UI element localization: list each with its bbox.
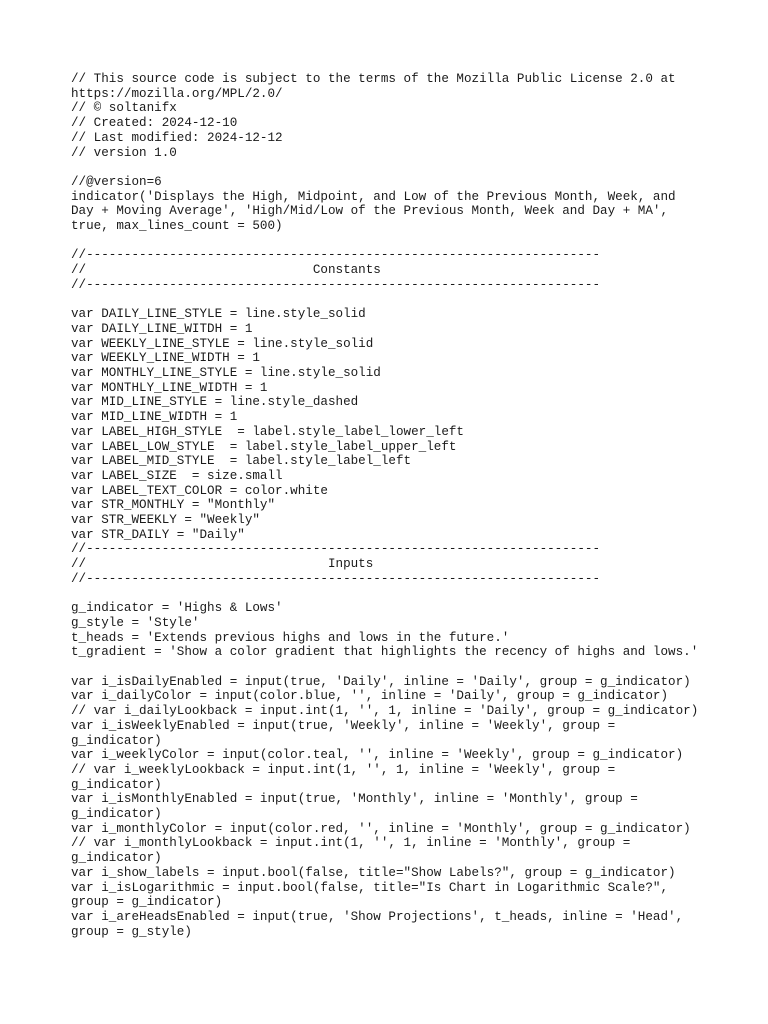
code-line: //@version=6: [71, 174, 162, 189]
code-line: // Created: 2024-12-10: [71, 116, 238, 131]
code-line: group = g_indicator): [71, 895, 223, 910]
code-line: // var i_dailyLookback = input.int(1, '', 1, inline = 'Daily', group = g_indicator): [71, 704, 699, 719]
code-line: var LABEL_SIZE = size.small: [71, 468, 283, 483]
code-line: var WEEKLY_LINE_WIDTH = 1: [71, 351, 260, 366]
code-line: t_gradient = 'Show a color gradient that highlights the recency of highs and lows.': [71, 645, 699, 660]
code-line: [71, 293, 751, 308]
code-line: //--------------------------------------------------------------------: [71, 542, 601, 557]
code-line: var i_monthlyColor = input(color.red, '', inline = 'Monthly', group = g_indicator): [71, 821, 691, 836]
code-line: [71, 587, 751, 602]
code-line: var LABEL_TEXT_COLOR = color.white: [71, 483, 328, 498]
code-line: var LABEL_LOW_STYLE = label.style_label_upper_left: [71, 439, 457, 454]
code-line: var LABEL_HIGH_STYLE = label.style_label_lower_left: [71, 424, 464, 439]
code-line: [71, 160, 751, 175]
code-line: var MONTHLY_LINE_WIDTH = 1: [71, 380, 268, 395]
code-line: var i_isWeeklyEnabled = input(true, 'Weekly', inline = 'Weekly', group =: [71, 718, 616, 733]
code-line: var DAILY_LINE_WITDH = 1: [71, 321, 253, 336]
code-line: Day + Moving Average', 'High/Mid/Low of the Previous Month, Week and Day + MA',: [71, 204, 669, 219]
code-line: // Constants: [71, 263, 381, 278]
code-line: var STR_WEEKLY = "Weekly": [71, 513, 260, 528]
code-line: //--------------------------------------------------------------------: [71, 277, 601, 292]
code-line: // This source code is subject to the terms of the Mozilla Public License 2.0 at: [71, 72, 676, 86]
code-line: g_indicator): [71, 807, 162, 822]
code-line: var i_dailyColor = input(color.blue, '', inline = 'Daily', group = g_indicator): [71, 689, 669, 704]
code-line: t_heads = 'Extends previous highs and lows in the future.': [71, 630, 510, 645]
code-line: var STR_DAILY = "Daily": [71, 527, 245, 542]
code-line: var MONTHLY_LINE_STYLE = line.style_solid: [71, 366, 381, 381]
document-page: [71, 72, 751, 939]
code-line: var LABEL_MID_STYLE = label.style_label_left: [71, 454, 412, 469]
code-line: // var i_weeklyLookback = input.int(1, '', 1, inline = 'Weekly', group =: [71, 762, 616, 777]
code-line: var i_isDailyEnabled = input(true, 'Daily', inline = 'Daily', group = g_indicator): [71, 674, 691, 689]
code-line: var i_isLogarithmic = input.bool(false, title="Is Chart in Logarithmic Scale?",: [71, 880, 669, 895]
code-line: var STR_MONTHLY = "Monthly": [71, 498, 276, 513]
code-line: var DAILY_LINE_STYLE = line.style_solid: [71, 307, 366, 322]
code-line: true, max_lines_count = 500): [71, 219, 283, 234]
code-line: g_indicator): [71, 733, 162, 748]
code-line: // Inputs: [71, 557, 374, 572]
code-line: //--------------------------------------------------------------------: [71, 248, 601, 263]
code-line: g_indicator): [71, 851, 162, 866]
code-line: [71, 234, 751, 249]
code-line: g_indicator = 'Highs & Lows': [71, 601, 283, 616]
code-line: g_indicator): [71, 777, 162, 792]
code-line: var i_show_labels = input.bool(false, title="Show Labels?", group = g_indicator): [71, 865, 676, 880]
code-line: var MID_LINE_STYLE = line.style_dashed: [71, 395, 359, 410]
code-line: //--------------------------------------------------------------------: [71, 571, 601, 586]
code-line: var i_isMonthlyEnabled = input(true, 'Monthly', inline = 'Monthly', group =: [71, 792, 638, 807]
code-line: var i_weeklyColor = input(color.teal, '', inline = 'Weekly', group = g_indicator): [71, 748, 684, 763]
source-code-block: [71, 72, 751, 939]
code-line: group = g_style): [71, 924, 192, 939]
code-line: var i_areHeadsEnabled = input(true, 'Show Projections', t_heads, inline = 'Head',: [71, 910, 684, 924]
code-line: [71, 660, 751, 675]
code-line: var WEEKLY_LINE_STYLE = line.style_solid: [71, 336, 374, 351]
code-line: g_style = 'Style': [71, 615, 200, 630]
code-line: // var i_monthlyLookback = input.int(1, '', 1, inline = 'Monthly', group =: [71, 836, 631, 851]
code-line: https://mozilla.org/MPL/2.0/: [71, 86, 283, 101]
code-line: indicator('Displays the High, Midpoint, and Low of the Previous Month, Week, and: [71, 189, 676, 204]
code-line: // Last modified: 2024-12-12: [71, 130, 283, 145]
code-line: // version 1.0: [71, 145, 177, 160]
code-line: var MID_LINE_WIDTH = 1: [71, 410, 238, 425]
code-line: // © soltanifx: [71, 101, 177, 116]
